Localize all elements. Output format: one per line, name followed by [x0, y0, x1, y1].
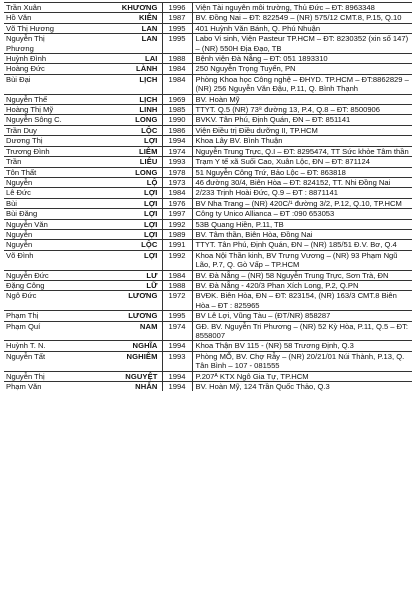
- family-name-cell: Đặng Công: [4, 280, 68, 290]
- table-row: [4, 23, 412, 33]
- address-cell: Bệnh viện Đà Nẵng – ĐT: 051 1893310: [192, 54, 412, 64]
- table-row: [4, 94, 412, 104]
- graduation-year-cell: 1993: [162, 157, 192, 167]
- given-name-cell: LIÊM: [68, 146, 162, 156]
- graduation-year-cell: 1972: [162, 291, 192, 311]
- given-name-cell: LỢI: [68, 229, 162, 239]
- address-cell: BV. Đồng Nai – ĐT: 822549 – (NR) 575/12 CMT.8, P.15, Q.10: [192, 13, 412, 23]
- graduation-year-cell: 1990: [162, 115, 192, 125]
- address-cell: 401 Huỳnh Văn Bánh, Q. Phú Nhuận: [192, 23, 412, 33]
- family-name-cell: Nguyễn Thị Phương: [4, 34, 68, 54]
- given-name-cell: NGUYỆT: [68, 371, 162, 381]
- given-name-cell: LAI: [68, 54, 162, 64]
- given-name-cell: LONG: [68, 115, 162, 125]
- given-name-cell: LONG: [68, 167, 162, 177]
- given-name-cell: NGHIÊM: [68, 351, 162, 371]
- address-cell: BV. Đà Nẵng – (NR) 58 Nguyễn Trung Trực, Sơn Trà, ĐN: [192, 270, 412, 280]
- graduation-year-cell: 1994: [162, 341, 192, 351]
- given-name-cell: LÀNH: [68, 64, 162, 74]
- family-name-cell: Trần Duy: [4, 125, 68, 135]
- graduation-year-cell: 1985: [162, 105, 192, 115]
- family-name-cell: Bùi Đăng: [4, 209, 68, 219]
- address-cell: BV. Hoàn Mỹ, 124 Trần Quốc Thảo, Q.3: [192, 382, 412, 392]
- table-row: [4, 229, 412, 239]
- address-cell: BV. Hoàn Mỹ: [192, 94, 412, 104]
- family-name-cell: Nguyễn Văn: [4, 219, 68, 229]
- graduation-year-cell: 1986: [162, 125, 192, 135]
- graduation-year-cell: 1995: [162, 311, 192, 321]
- graduation-year-cell: 1989: [162, 229, 192, 239]
- given-name-cell: LỢI: [68, 219, 162, 229]
- graduation-year-cell: 1984: [162, 74, 192, 94]
- given-name-cell: LỢI: [68, 209, 162, 219]
- address-cell: BV. Đà Nẵng - 420/3 Phan Xích Long, P.2, Q.PN: [192, 280, 412, 290]
- table-row: [4, 34, 412, 54]
- family-name-cell: Hoàng Thị Mỹ: [4, 105, 68, 115]
- table-row: [4, 311, 412, 321]
- address-cell: 2/233 Trịnh Hoài Đức, Q.9 – ĐT : 8871141: [192, 188, 412, 198]
- table-row: [4, 74, 412, 94]
- given-name-cell: LỘC: [68, 125, 162, 135]
- table-row: [4, 219, 412, 229]
- table-row: [4, 351, 412, 371]
- address-cell: 46 đường 30/4, Biên Hòa – ĐT: 824152, TT. Nhi Đồng Nai: [192, 177, 412, 187]
- table-row: [4, 209, 412, 219]
- given-name-cell: LỢI: [68, 198, 162, 208]
- family-name-cell: Phạm Thị: [4, 311, 68, 321]
- family-name-cell: Nguyễn Sông C.: [4, 115, 68, 125]
- given-name-cell: LIÊU: [68, 157, 162, 167]
- family-name-cell: Nguyễn: [4, 229, 68, 239]
- table-row: [4, 13, 412, 23]
- family-name-cell: Võ Đình: [4, 250, 68, 270]
- address-cell: TTYT. Tân Phú, Định Quán, ĐN – (NR) 185/51 Đ.V. Bơ, Q.4: [192, 240, 412, 250]
- family-name-cell: Phạm Văn: [4, 382, 68, 392]
- graduation-year-cell: 1969: [162, 94, 192, 104]
- family-name-cell: Huỳnh T. N.: [4, 341, 68, 351]
- graduation-year-cell: 1996: [162, 3, 192, 13]
- table-row: [4, 188, 412, 198]
- graduation-year-cell: 1991: [162, 240, 192, 250]
- family-name-cell: Nguyễn Thế: [4, 94, 68, 104]
- graduation-year-cell: 1984: [162, 64, 192, 74]
- address-cell: Khoa Lây BV. Bình Thuận: [192, 136, 412, 146]
- address-cell: Khoa Nội Thần kinh, BV Trưng Vương – (NR) 93 Phạm Ngũ Lão, P.7, Q. Gò Vấp – TP.HCM: [192, 250, 412, 270]
- address-cell: Phòng MỔ, BV. Chợ Rẫy – (NR) 20/21/01 Núi Thành, P.13, Q. Tân Bình – 107 - 081555: [192, 351, 412, 371]
- graduation-year-cell: 1997: [162, 209, 192, 219]
- given-name-cell: LAN: [68, 23, 162, 33]
- table-row: [4, 125, 412, 135]
- address-cell: BV Nha Trang – (NR) 420C/¹ đường 3/2, P.12, Q.10, TP.HCM: [192, 198, 412, 208]
- table-row: [4, 321, 412, 341]
- table-row: [4, 3, 412, 13]
- given-name-cell: LỢI: [68, 188, 162, 198]
- table-row: [4, 280, 412, 290]
- family-name-cell: Huỳnh Đình: [4, 54, 68, 64]
- family-name-cell: Hoàng Đức: [4, 64, 68, 74]
- graduation-year-cell: 1992: [162, 219, 192, 229]
- given-name-cell: LƯ: [68, 270, 162, 280]
- given-name-cell: NGHĨA: [68, 341, 162, 351]
- given-name-cell: LỢI: [68, 250, 162, 270]
- family-name-cell: Nguyễn: [4, 177, 68, 187]
- address-cell: BV. Tâm thần, Biên Hòa, Đồng Nai: [192, 229, 412, 239]
- address-cell: Nguyễn Trung Trực, Q.I – ĐT: 8295474, TT Sức khỏe Tâm thần: [192, 146, 412, 156]
- given-name-cell: LAN: [68, 34, 162, 54]
- family-name-cell: Bùi: [4, 198, 68, 208]
- graduation-year-cell: 1994: [162, 136, 192, 146]
- table-row: [4, 167, 412, 177]
- graduation-year-cell: 1995: [162, 23, 192, 33]
- address-cell: 53B Quang Hiền, P.11, TB: [192, 219, 412, 229]
- family-name-cell: Trần Xuân: [4, 3, 68, 13]
- graduation-year-cell: 1995: [162, 34, 192, 54]
- graduation-year-cell: 1974: [162, 321, 192, 341]
- family-name-cell: Dương Thị: [4, 136, 68, 146]
- alumni-directory-table: [4, 2, 412, 391]
- family-name-cell: Trương Đình: [4, 146, 68, 156]
- address-cell: 250 Nguyễn Trọng Tuyển, PN: [192, 64, 412, 74]
- family-name-cell: Tôn Thất: [4, 167, 68, 177]
- address-cell: BVĐK. Biên Hòa, ĐN – ĐT: 823154, (NR) 163/3 CMT.8 Biên Hòa – ĐT : 825965: [192, 291, 412, 311]
- table-row: [4, 177, 412, 187]
- graduation-year-cell: 1974: [162, 146, 192, 156]
- given-name-cell: KHƯƠNG: [68, 3, 162, 13]
- family-name-cell: Phạm Quí: [4, 321, 68, 341]
- address-cell: Khoa Thận BV 115 - (NR) 58 Trương Định, Q.3: [192, 341, 412, 351]
- table-row: [4, 270, 412, 280]
- table-row: [4, 54, 412, 64]
- family-name-cell: Nguyễn Tất: [4, 351, 68, 371]
- directory-body: [4, 3, 412, 392]
- address-cell: BV Lê Lợi, Vũng Tàu – (ĐT/NR) 858287: [192, 311, 412, 321]
- table-row: [4, 136, 412, 146]
- table-row: [4, 382, 412, 392]
- address-cell: Labo Vi sinh, Viện Pasteur TP.HCM – ĐT: 8230352 (xin số 147) – (NR) 550H Địa Đạo, TB: [192, 34, 412, 54]
- given-name-cell: LỘC: [68, 240, 162, 250]
- given-name-cell: LƯƠNG: [68, 311, 162, 321]
- graduation-year-cell: 1987: [162, 13, 192, 23]
- graduation-year-cell: 1973: [162, 177, 192, 187]
- family-name-cell: Võ Thị Hương: [4, 23, 68, 33]
- address-cell: TTYT. Q.5 (NR) 73⁸ đường 13, P.4, Q.8 – ĐT: 8500906: [192, 105, 412, 115]
- graduation-year-cell: 1994: [162, 382, 192, 392]
- table-row: [4, 146, 412, 156]
- address-cell: 51 Nguyễn Công Trứ, Bảo Lộc – ĐT: 863818: [192, 167, 412, 177]
- address-cell: BVKV. Tân Phú, Định Quán, ĐN – ĐT: 851141: [192, 115, 412, 125]
- address-cell: Trạm Y tế xã Suối Cao, Xuân Lộc, ĐN – ĐT: 871124: [192, 157, 412, 167]
- graduation-year-cell: 1993: [162, 351, 192, 371]
- graduation-year-cell: 1976: [162, 198, 192, 208]
- given-name-cell: LINH: [68, 105, 162, 115]
- given-name-cell: LƯƠNG: [68, 291, 162, 311]
- table-row: [4, 341, 412, 351]
- address-cell: Công ty Unico Allianca – ĐT :090 653053: [192, 209, 412, 219]
- family-name-cell: Nguyễn Đức: [4, 270, 68, 280]
- given-name-cell: NHẪN: [68, 382, 162, 392]
- family-name-cell: Bùi Đại: [4, 74, 68, 94]
- graduation-year-cell: 1988: [162, 280, 192, 290]
- table-row: [4, 115, 412, 125]
- given-name-cell: LỊCH: [68, 94, 162, 104]
- table-row: [4, 198, 412, 208]
- address-cell: Viện Tài nguyên môi trường, Thủ Đức – ĐT: 8963348: [192, 3, 412, 13]
- table-row: [4, 371, 412, 381]
- given-name-cell: LỘ: [68, 177, 162, 187]
- family-name-cell: Ngô Đức: [4, 291, 68, 311]
- address-cell: Viện Điều trị Điều dưỡng II, TP.HCM: [192, 125, 412, 135]
- graduation-year-cell: 1988: [162, 54, 192, 64]
- graduation-year-cell: 1984: [162, 270, 192, 280]
- given-name-cell: NAM: [68, 321, 162, 341]
- family-name-cell: Nguyễn Thị: [4, 371, 68, 381]
- table-row: [4, 157, 412, 167]
- table-row: [4, 105, 412, 115]
- table-row: [4, 64, 412, 74]
- family-name-cell: Trần: [4, 157, 68, 167]
- table-row: [4, 240, 412, 250]
- given-name-cell: KIÊN: [68, 13, 162, 23]
- address-cell: Phòng Khoa học Công nghệ – ĐHYD. TP.HCM – ĐT:8862829 – (NR) 256 Nguyễn Văn Đậu, P.11, Q. Bình Thạnh: [192, 74, 412, 94]
- given-name-cell: LỊCH: [68, 74, 162, 94]
- given-name-cell: LỮ: [68, 280, 162, 290]
- table-row: [4, 291, 412, 311]
- graduation-year-cell: 1984: [162, 188, 192, 198]
- graduation-year-cell: 1992: [162, 250, 192, 270]
- address-cell: GĐ. BV. Nguyễn Tri Phương – (NR) 52 Kỳ Hòa, P.11, Q.5 – ĐT: 8558007: [192, 321, 412, 341]
- family-name-cell: Hồ Văn: [4, 13, 68, 23]
- graduation-year-cell: 1994: [162, 371, 192, 381]
- graduation-year-cell: 1978: [162, 167, 192, 177]
- family-name-cell: Lê Đức: [4, 188, 68, 198]
- table-row: [4, 250, 412, 270]
- address-cell: P.207ᴬ KTX Ngô Gia Tự, TP.HCM: [192, 371, 412, 381]
- family-name-cell: Nguyễn: [4, 240, 68, 250]
- given-name-cell: LỢI: [68, 136, 162, 146]
